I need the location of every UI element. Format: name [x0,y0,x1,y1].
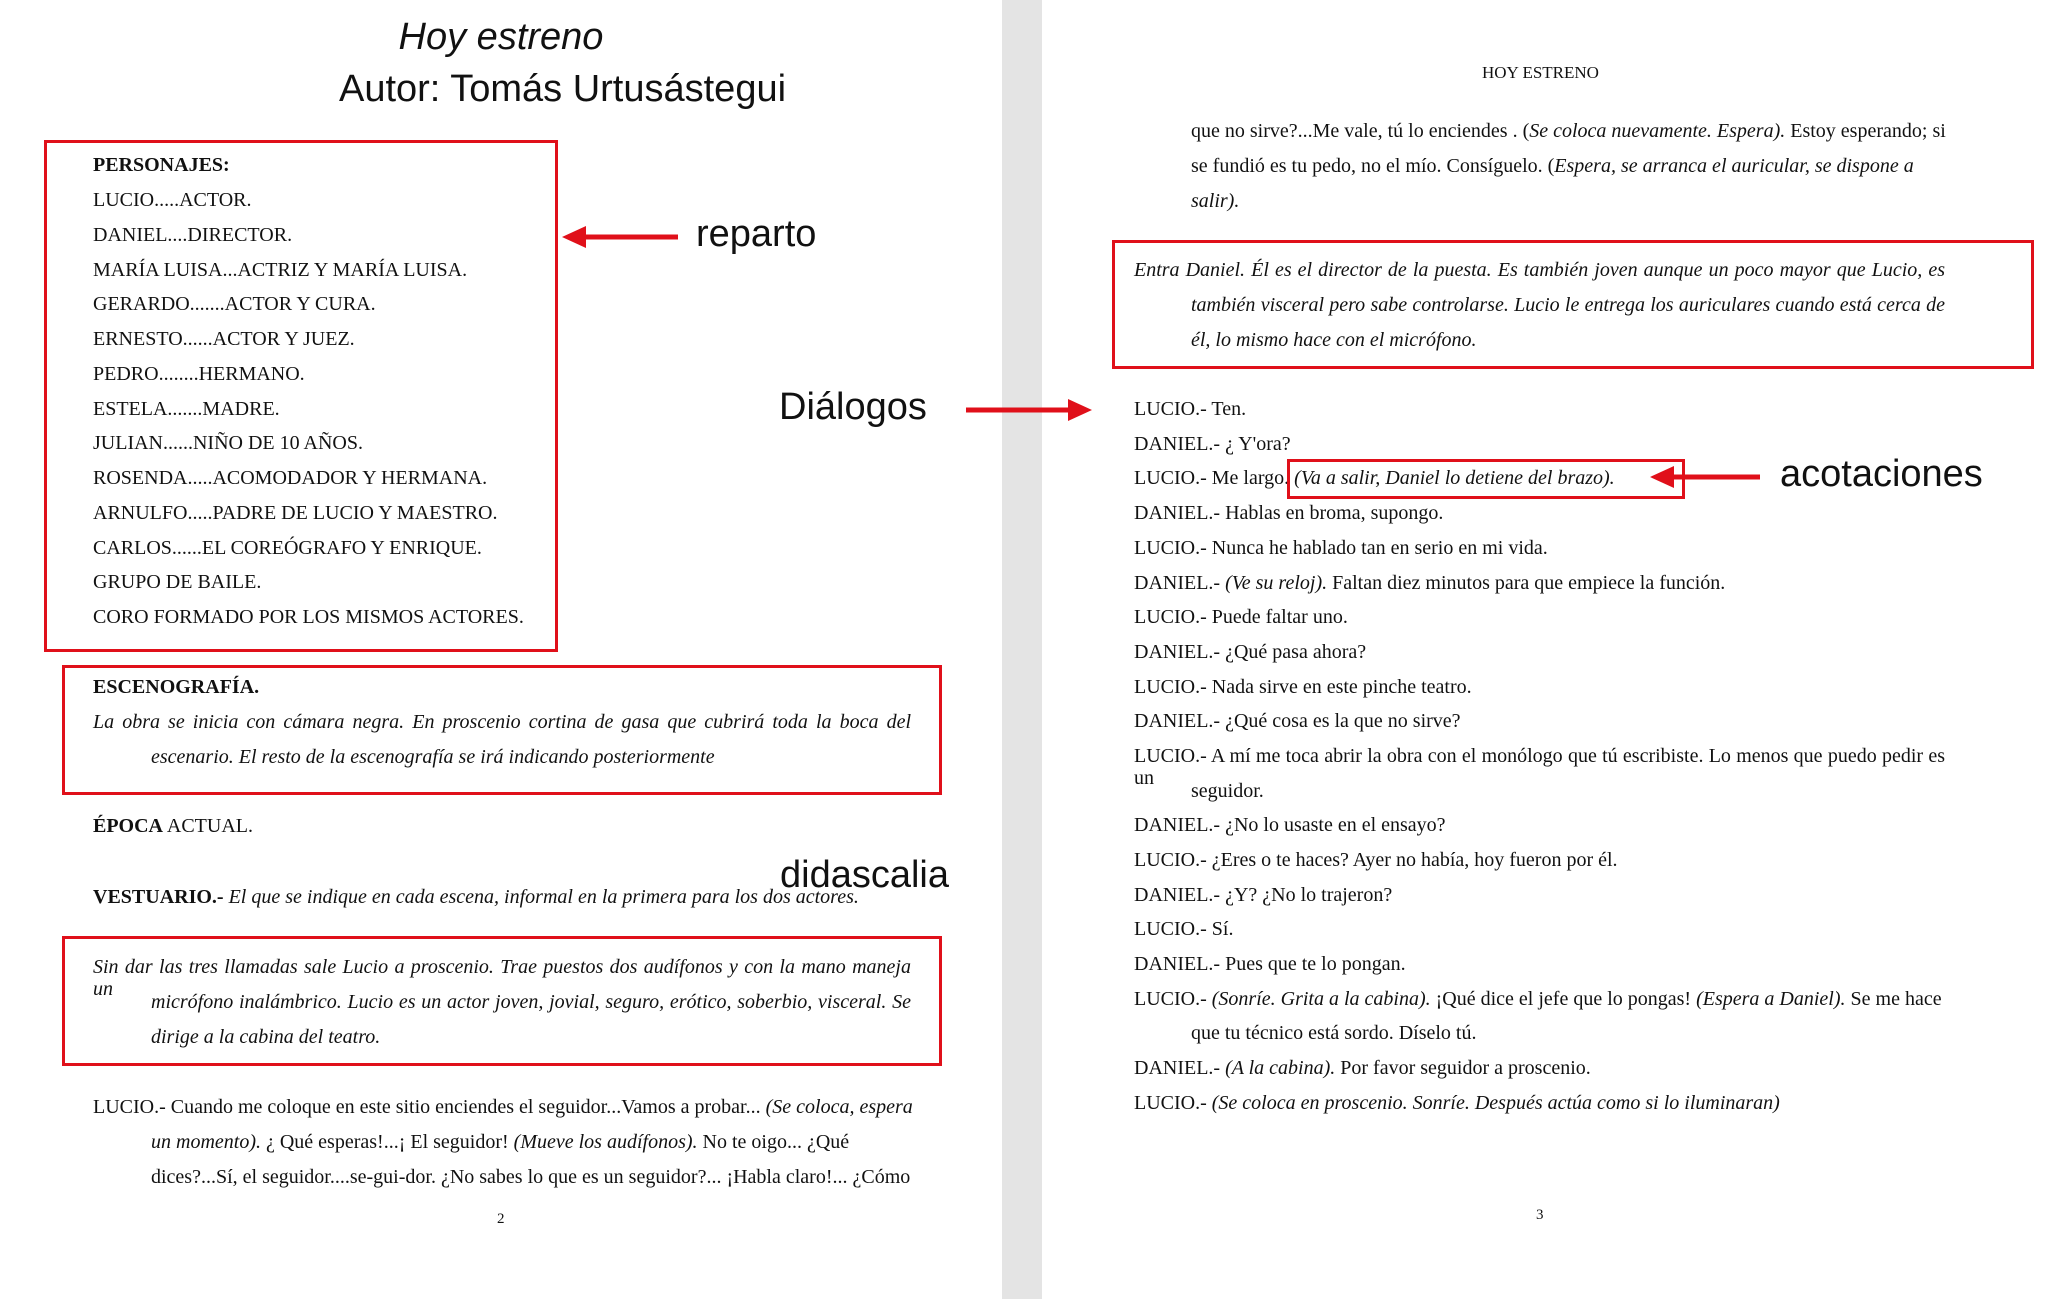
epoch-line [93,815,253,837]
dialogue-line [1134,572,1725,594]
dialogue-text: LUCIO.- Cuando me coloque en este sitio enciendes el seguidor...Vamos a probar... [93,1096,766,1118]
aside-text: (Se coloca en proscenio. Sonríe. Después actúa como si lo iluminaran) [1211,1092,1780,1114]
dialogue-text: LUCIO.- [1134,1092,1212,1114]
dialogue-line: LUCIO.- Sí. [1134,918,1234,940]
dialogue-line: DANIEL.- ¿Qué cosa es la que no sirve? [1134,710,1461,732]
dialogue-line [1134,988,1942,1010]
stage-direction-text: Sin dar las tres llamadas sale Lucio a proscenio. Trae puestos dos audífonos y con la mano maneja un [93,956,911,1000]
cast-item: MARÍA LUISA...ACTRIZ Y MARÍA LUISA. [93,259,468,281]
entry-stage-direction: él, lo mismo hace con el micrófono. [1191,329,1477,351]
dialogue-line: DANIEL.- Hablas en broma, supongo. [1134,502,1444,524]
aside-text: Espera, se arranca el auricular, se dispone a [1554,155,1914,177]
cast-item: DANIEL....DIRECTOR. [93,224,293,246]
dialogue-text: que no sirve?...Me vale, tú lo enciendes . ( [1191,120,1530,142]
dialogue-line: LUCIO.- A mí me toca abrir la obra con el monólogo que tú escribiste. Lo menos que puedo pedir es un [1134,745,1945,789]
dialogue-text: DANIEL.- [1134,572,1226,594]
entry-highlight-box [1112,240,2034,369]
costume-text: El que se indique en cada escena, informal en la primera para los dos actores. [223,886,859,908]
left-page [0,0,1002,1299]
aside-text: (Va a salir, Daniel lo detiene del brazo). [1294,467,1615,489]
entry-stage-direction: también visceral pero sabe controlarse. Lucio le entrega los auriculares cuando está cerca de [1191,294,1945,316]
cast-highlight-box [44,140,558,652]
scenography-text: La obra se inicia con cámara negra. En proscenio cortina de gasa que cubrirá toda la boca del [93,711,911,733]
dialogue-text: Por favor seguidor a proscenio. [1335,1057,1591,1079]
acotaciones-label: acotaciones [1780,453,1983,495]
aside-text: (A la cabina). [1225,1057,1336,1079]
cast-item: CORO FORMADO POR LOS MISMOS ACTORES. [93,606,524,628]
right-page [1042,0,2048,1299]
acotaciones-arrow-icon [1648,462,1762,492]
page-number: 3 [1536,1207,1544,1223]
dialogue-text: DANIEL.- [1134,1057,1226,1079]
cast-item: ROSENDA.....ACOMODADOR Y HERMANA. [93,467,488,489]
cast-item: ARNULFO.....PADRE DE LUCIO Y MAESTRO. [93,502,498,524]
dialogos-label: Diálogos [779,386,927,428]
scenography-highlight-box [62,665,942,795]
dialogue-text: LUCIO.- [1134,988,1212,1010]
stage-direction-text: dirige a la cabina del teatro. [151,1026,381,1048]
play-title: Hoy estreno [398,16,604,58]
cast-item: ESTELA.......MADRE. [93,398,280,420]
dialogue-line: DANIEL.- ¿ Y'ora? [1134,433,1291,455]
dialogue-line [151,1131,849,1153]
dialogue-line: LUCIO.- ¿Eres o te haces? Ayer no había, hoy fueron por él. [1134,849,1618,871]
cast-item: CARLOS......EL COREÓGRAFO Y ENRIQUE. [93,537,482,559]
cast-item: GERARDO.......ACTOR Y CURA. [93,293,376,315]
dialogue-line [1134,1057,1591,1079]
stage-direction-text: micrófono inalámbrico. Lucio es un actor joven, jovial, seguro, erótico, soberbio, visceral. Se [151,991,911,1013]
cast-heading: PERSONAJES: [93,154,230,176]
stage-direction-highlight-box [62,936,942,1066]
aside-text: (Espera a Daniel). [1696,988,1846,1010]
dialogue-line: DANIEL.- ¿Qué pasa ahora? [1134,641,1367,663]
dialogue-text: No te oigo... ¿Qué [697,1131,850,1153]
dialogue-line: LUCIO.- Nunca he hablado tan en serio en mi vida. [1134,537,1548,559]
page-number: 2 [497,1211,505,1227]
dialogue-line: DANIEL.- Pues que te lo pongan. [1134,953,1406,975]
costume-label: VESTUARIO.- [93,886,224,908]
entry-stage-direction: Entra Daniel. Él es el director de la puesta. Es también joven aunque un poco mayor que Lucio, es [1134,259,1945,281]
reparto-label: reparto [696,213,817,255]
dialogue-text: Faltan diez minutos para que empiece la función. [1327,572,1726,594]
running-header: HOY ESTRENO [1482,63,1599,82]
aside-text: salir). [1191,190,1240,212]
reparto-arrow-icon [560,222,680,252]
cast-item: ERNESTO......ACTOR Y JUEZ. [93,328,355,350]
dialogue-line [1191,120,1946,142]
dialogue-line: LUCIO.- Puede faltar uno. [1134,606,1348,628]
author-line: Autor: Tomás Urtusástegui [338,68,787,110]
dialogue-line [93,1096,913,1118]
scenography-text: escenario. El resto de la escenografía se irá indicando posteriormente [151,746,715,768]
cast-item: LUCIO.....ACTOR. [93,189,252,211]
aside-text: un momento). [151,1131,261,1153]
epoch-label: ÉPOCA [93,815,163,837]
dialogue-line: LUCIO.- Nada sirve en este pinche teatro. [1134,676,1472,698]
dialogue-line: DANIEL.- ¿Y? ¿No lo trajeron? [1134,884,1393,906]
aside-text: (Ve su reloj). [1225,572,1328,594]
dialogue-line: DANIEL.- ¿No lo usaste en el ensayo? [1134,814,1446,836]
dialogue-line [1191,155,1914,177]
cast-item: JULIAN......NIÑO DE 10 AÑOS. [93,432,363,454]
cast-item: PEDRO........HERMANO. [93,363,305,385]
dialogue-text: LUCIO.- Me largo. [1134,467,1295,489]
aside-highlight-box [1287,459,1685,499]
dialogue-text: ¡Qué dice el jefe que lo pongas! [1430,988,1697,1010]
aside-text: (Mueve los audífonos). [513,1131,698,1153]
dialogue-line: que tu técnico está sordo. Díselo tú. [1191,1022,1477,1044]
dialogue-line: dices?...Sí, el seguidor....se-gui-dor. ¿No sabes lo que es un seguidor?... ¡Habla claro!... ¿Cómo [151,1166,911,1188]
dialogue-text: Estoy esperando; si [1785,120,1946,142]
dialogue-text: se fundió es tu pedo, no el mío. Consíguelo. ( [1191,155,1555,177]
dialogue-text: Se me hace [1845,988,1942,1010]
cast-item: GRUPO DE BAILE. [93,571,262,593]
costume-line [93,886,859,908]
aside-text: Se coloca nuevamente. Espera). [1529,120,1786,142]
scenography-heading: ESCENOGRAFÍA. [93,676,260,698]
aside-text: (Sonríe. Grita a la cabina). [1211,988,1431,1010]
dialogos-arrow-icon [964,395,1094,425]
dialogue-line [1134,1092,1780,1114]
epoch-value: ACTUAL. [163,815,253,837]
dialogue-text: ¿ Qué esperas!...¡ El seguidor! [260,1131,514,1153]
dialogue-line: LUCIO.- Ten. [1134,398,1247,420]
aside-text: (Se coloca, espera [765,1096,913,1118]
didascalia-label: didascalia [780,854,949,896]
dialogue-line: seguidor. [1191,780,1264,802]
